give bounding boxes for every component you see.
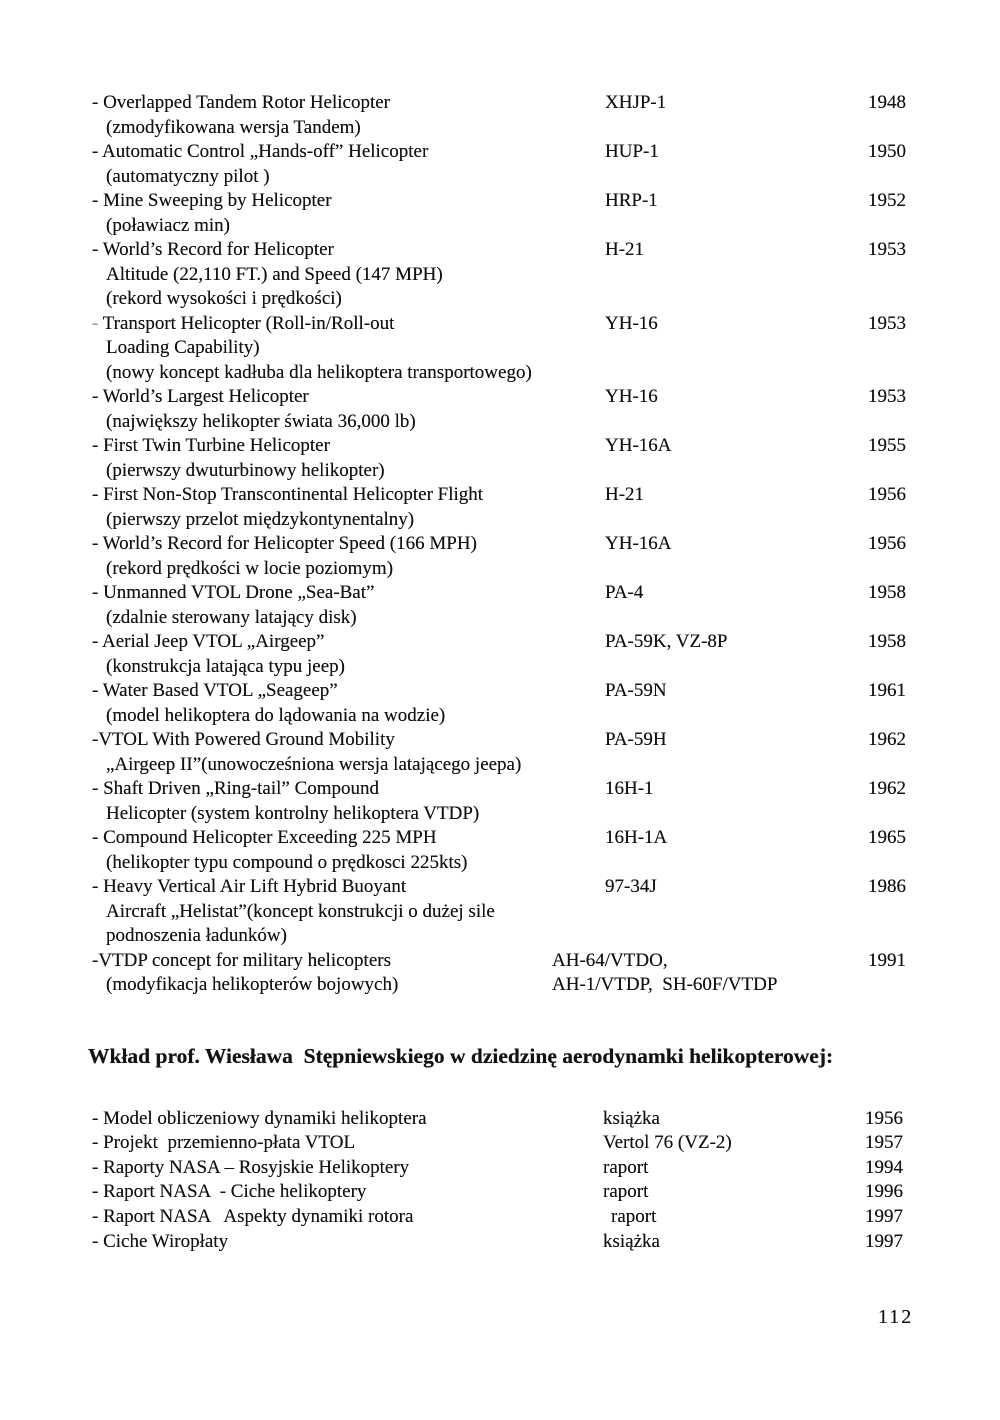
achievement-year: 1956 <box>868 533 906 554</box>
achievement-line: - Automatic Control „Hands-off” Helicopter <box>92 141 429 162</box>
achievement-year: 1952 <box>868 190 906 211</box>
achievement-model: XHJP-1 <box>605 92 667 113</box>
achievement-model: 16H-1 <box>605 778 654 799</box>
contribution-title: - Raport NASA - Ciche helikoptery <box>92 1181 367 1203</box>
achievement-line: Loading Capability) <box>106 337 260 358</box>
achievement-year: 1962 <box>868 729 906 750</box>
achievement-model: H-21 <box>605 484 645 505</box>
achievement-line: -VTOL With Powered Ground Mobility <box>92 729 395 750</box>
achievement-line: - First Twin Turbine Helicopter <box>92 435 330 456</box>
contribution-year: 1956 <box>865 1107 903 1129</box>
achievement-year: 1955 <box>868 435 906 456</box>
achievement-year: 1962 <box>868 778 906 799</box>
achievement-line: (zdalnie sterowany latający disk) <box>106 606 357 628</box>
contribution-type: raport <box>611 1205 657 1227</box>
achievement-line: - Shaft Driven „Ring-tail” Compound <box>92 778 380 799</box>
achievement-line: (rekord prędkości w locie poziomym) <box>106 557 394 579</box>
achievement-line: (pierwszy przelot międzykontynentalny) <box>106 508 415 530</box>
achievement-model: YH-16 <box>605 312 658 334</box>
contribution-type: książka <box>603 1107 660 1129</box>
contribution-title: - Raporty NASA – Rosyjskie Helikoptery <box>92 1156 410 1178</box>
contribution-type: książka <box>603 1230 660 1252</box>
achievement-model: PA-59N <box>605 680 667 701</box>
achievement-line: (automatyczny pilot ) <box>106 165 270 187</box>
faint-dash: - <box>92 312 99 334</box>
achievement-line: Altitude (22,110 FT.) and Speed (147 MPH) <box>106 263 443 285</box>
contribution-title: - Projekt przemienno-płata VTOL <box>92 1132 356 1154</box>
achievement-line: (rekord wysokości i prędkości) <box>106 288 342 309</box>
achievement-year: 1965 <box>868 827 906 848</box>
achievement-model: HRP-1 <box>605 190 658 211</box>
achievement-line: - Aerial Jeep VTOL „Airgeep” <box>92 631 325 652</box>
achievement-line: (model helikoptera do lądowania na wodzie) <box>106 704 446 726</box>
achievement-line: - World’s Record for Helicopter <box>92 239 334 260</box>
achievement-line: - Transport Helicopter (Roll-in/Roll-out <box>92 312 395 334</box>
achievement-line: - World’s Record for Helicopter Speed (166 MPH) <box>92 533 477 554</box>
achievement-line: podnoszenia ładunków) <box>106 925 287 946</box>
achievement-line: (zmodyfikowana wersja Tandem) <box>106 116 361 138</box>
achievement-model: H-21 <box>605 239 645 260</box>
achievement-year: 1948 <box>868 92 906 113</box>
achievement-line: (największy helikopter świata 36,000 lb) <box>106 410 416 432</box>
contribution-year: 1957 <box>865 1132 903 1154</box>
achievement-line: - Unmanned VTOL Drone „Sea-Bat” <box>92 582 375 603</box>
achievement-line: - Mine Sweeping by Helicopter <box>92 190 332 211</box>
achievement-line: - Water Based VTOL „Seageep” <box>92 680 338 701</box>
achievement-line: - Heavy Vertical Air Lift Hybrid Buoyant <box>92 876 407 897</box>
achievement-line: -VTDP concept for military helicopters <box>92 949 391 971</box>
achievement-line: - World’s Largest Helicopter <box>92 386 309 407</box>
achievement-year: 1991 <box>868 949 906 971</box>
achievement-model: AH-64/VTDO, <box>552 949 668 971</box>
achievement-line: Aircraft „Helistat”(koncept konstrukcji o dużej sile <box>106 900 495 922</box>
achievement-year: 1953 <box>868 312 906 334</box>
achievement-line: - First Non-Stop Transcontinental Helicopter Flight <box>92 484 484 505</box>
contribution-year: 1994 <box>865 1156 903 1178</box>
contribution-year: 1997 <box>865 1230 903 1252</box>
achievement-line: (nowy koncept kadłuba dla helikoptera transportowego) <box>106 361 532 383</box>
achievement-year: 1961 <box>868 680 906 701</box>
contribution-type: Vertol 76 (VZ-2) <box>603 1132 732 1154</box>
contribution-title: - Model obliczeniowy dynamiki helikoptera <box>92 1107 427 1129</box>
achievement-year: 1953 <box>868 239 906 260</box>
achievement-line: (poławiacz min) <box>106 214 230 236</box>
achievement-model: 97-34J <box>605 876 657 897</box>
achievement-model: YH-16A <box>605 533 672 554</box>
achievement-model: 16H-1A <box>605 827 668 848</box>
page-number: 112 <box>878 1306 914 1328</box>
achievement-line: - Overlapped Tandem Rotor Helicopter <box>92 92 390 113</box>
section-heading: Wkład prof. Wiesława Stępniewskiego w dziedzinę aerodynamki helikopterowej: <box>88 1044 834 1068</box>
contribution-type: raport <box>603 1181 649 1203</box>
achievement-line: (konstrukcja latająca typu jeep) <box>106 655 345 677</box>
achievement-line: (modyfikacja helikopterów bojowych) <box>106 974 399 995</box>
achievement-year: 1950 <box>868 141 906 162</box>
achievement-year: 1953 <box>868 386 906 407</box>
achievement-year: 1956 <box>868 484 906 505</box>
contribution-type: raport <box>603 1156 649 1178</box>
achievement-model: PA-4 <box>605 582 644 603</box>
achievement-model: YH-16A <box>605 435 672 456</box>
contribution-title: - Ciche Wiropłaty <box>92 1230 229 1252</box>
achievement-model-line2: AH-1/VTDP, SH-60F/VTDP <box>552 974 778 995</box>
achievement-year: 1958 <box>868 631 906 652</box>
achievement-line: Helicopter (system kontrolny helikoptera VTDP) <box>106 802 480 824</box>
achievement-line: „Airgeep II”(unowocześniona wersja latającego jeepa) <box>106 753 522 775</box>
achievement-model: PA-59K, VZ-8P <box>605 631 728 652</box>
achievement-model: YH-16 <box>605 386 658 407</box>
achievement-year: 1958 <box>868 582 906 603</box>
contribution-year: 1997 <box>865 1205 903 1227</box>
contribution-year: 1996 <box>865 1181 903 1203</box>
achievement-line: (helikopter typu compound o prędkosci 225kts) <box>106 851 468 873</box>
achievement-line: - Compound Helicopter Exceeding 225 MPH <box>92 827 437 848</box>
achievement-line: (pierwszy dwuturbinowy helikopter) <box>106 459 385 481</box>
achievement-model: HUP-1 <box>605 141 659 162</box>
achievement-year: 1986 <box>868 876 906 897</box>
contribution-title: - Raport NASA Aspekty dynamiki rotora <box>92 1205 414 1227</box>
achievement-model: PA-59H <box>605 729 667 750</box>
